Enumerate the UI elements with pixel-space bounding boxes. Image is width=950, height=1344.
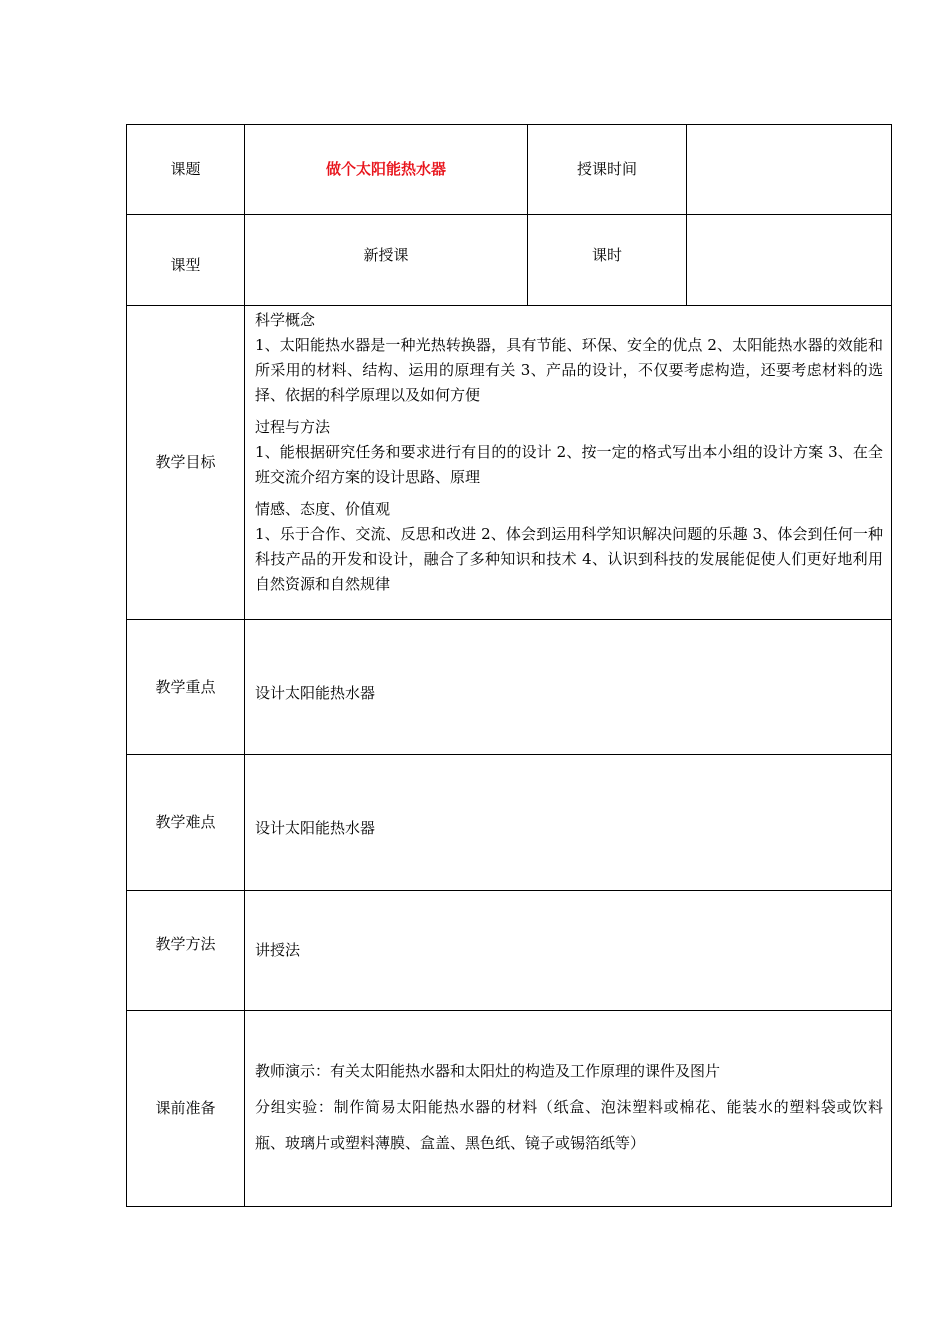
objective-heading: 情感、态度、价值观	[255, 500, 391, 518]
preparation-line: 教师演示：有关太阳能热水器和太阳灶的构造及工作原理的课件及图片	[255, 1061, 721, 1080]
row-topic	[127, 125, 892, 215]
preparation-label: 课前准备	[127, 1011, 245, 1207]
objective-text: 1、能根据研究任务和要求进行有目的的设计 2、按一定的格式写出本小组的设计方案 3、在全班交流介绍方案的设计思路、原理	[255, 443, 883, 486]
preparation-line: 分组实验：制作简易太阳能热水器的材料（纸盒、泡沫塑料或棉花、能装水的塑料袋或饮料瓶、玻璃片或塑料薄膜、盒盖、黑色纸、镜子或锡箔纸等）	[255, 1097, 883, 1152]
objectives-content	[245, 306, 892, 620]
row-difficulty	[127, 755, 892, 891]
teaching-time-label: 授课时间	[528, 125, 687, 215]
method-value: 讲授法	[245, 891, 892, 1011]
row-key-point	[127, 620, 892, 755]
row-method	[127, 891, 892, 1011]
row-objectives	[127, 306, 892, 620]
key-point-value: 设计太阳能热水器	[245, 620, 892, 755]
objective-section-attitude	[255, 497, 883, 597]
topic-title: 做个太阳能热水器	[245, 125, 528, 215]
objectives-label: 教学目标	[127, 306, 245, 620]
objective-section-process	[255, 415, 883, 490]
row-preparation	[127, 1011, 892, 1207]
topic-label: 课题	[127, 125, 245, 215]
teaching-time-value	[687, 125, 892, 215]
objective-text: 1、太阳能热水器是一种光热转换器，具有节能、环保、安全的优点 2、太阳能热水器的效能和所采用的材料、结构、运用的原理有关 3、产品的设计，不仅要考虑构造，还要考虑材料的选择、依据的科学原理以及如何方便	[255, 336, 883, 404]
objective-heading: 过程与方法	[255, 418, 331, 436]
row-type	[127, 215, 892, 306]
objective-text: 1、乐于合作、交流、反思和改进 2、体会到运用科学知识解决问题的乐趣 3、体会到任何一种科技产品的开发和设计，融合了多种知识和技术 4、认识到科技的发展能促使人们更好地利用自然资源和自然规律	[255, 525, 883, 593]
method-label: 教学方法	[127, 891, 245, 1011]
lesson-type-value: 新授课	[245, 215, 528, 306]
objective-heading: 科学概念	[255, 311, 316, 329]
lesson-plan-table	[126, 124, 892, 1207]
objective-section-concept	[255, 308, 883, 408]
class-hours-label: 课时	[528, 215, 687, 306]
difficulty-label: 教学难点	[127, 755, 245, 891]
lesson-type-label: 课型	[127, 215, 245, 306]
key-point-label: 教学重点	[127, 620, 245, 755]
preparation-content	[245, 1011, 892, 1207]
difficulty-value: 设计太阳能热水器	[245, 755, 892, 891]
class-hours-value	[687, 215, 892, 306]
